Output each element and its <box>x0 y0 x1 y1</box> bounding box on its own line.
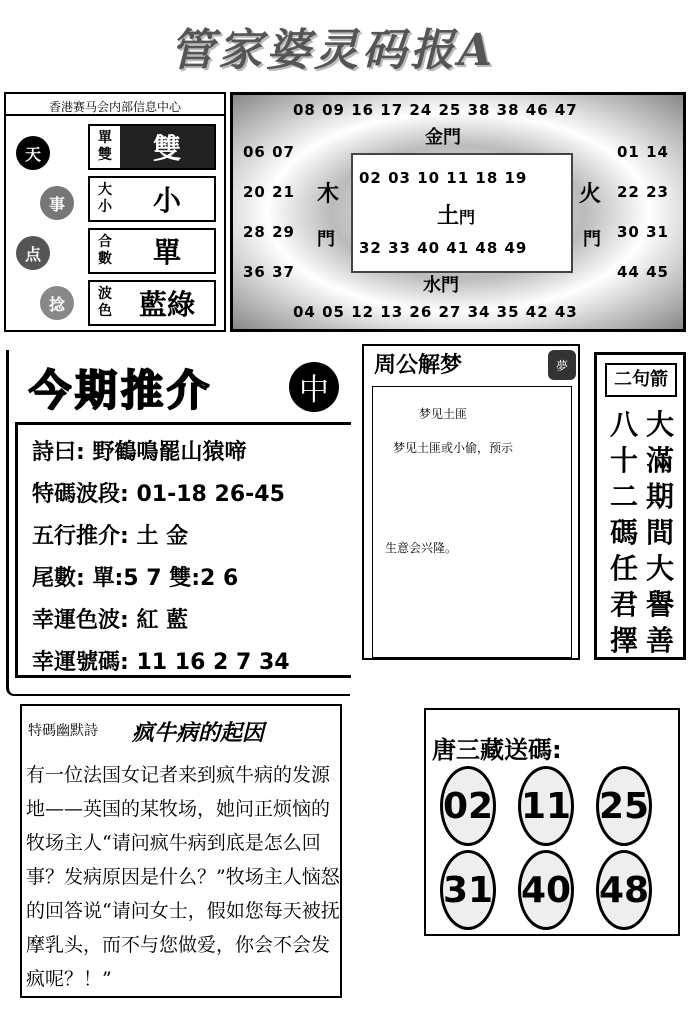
board-left-3: 28 29 <box>243 223 295 241</box>
element-water: 水門 <box>423 275 459 296</box>
dream-text-2: 生意会兴隆。 <box>385 541 458 555</box>
verse-panel <box>594 352 686 660</box>
info-panel <box>4 92 226 332</box>
verse-column-1: 大 滿 期 間 大 譽 善 <box>645 408 674 657</box>
element-earth: 土門 <box>437 204 476 229</box>
page-title: 管家婆灵码报A <box>170 25 497 76</box>
recommend-panel <box>6 350 350 696</box>
info-row-sum: 合 數 單 <box>88 228 216 274</box>
number-board <box>230 92 686 332</box>
dream-subject: 梦见土匪 <box>419 407 468 421</box>
element-fire-gate: 門 <box>583 229 601 250</box>
tang-title: 唐三藏送碼: <box>432 736 562 764</box>
story-body: 有一位法国女记者来到疯牛病的发源地——英国的某牧场，她问正烦恼的牧场主人“请问疯牛病到底是怎么回事？发病原因是什么？”牧场主人恼怒的回答说“请问女士，假如您每天被抚摩乳头，而不与您做爱，你会不会发疯呢？！” <box>26 764 340 990</box>
board-top-numbers: 08 09 16 17 24 25 38 38 46 47 <box>293 101 578 119</box>
info-row-value: 雙 <box>152 132 181 165</box>
story-panel <box>20 704 342 998</box>
board-right-3: 30 31 <box>617 223 669 241</box>
tang-number: 02 <box>440 766 496 846</box>
tang-number: 40 <box>518 850 574 930</box>
tang-number: 31 <box>440 850 496 930</box>
element-fire: 火 <box>579 182 602 207</box>
verse-column-2: 八 十 二 碼 任 君 擇 <box>609 408 638 657</box>
recommend-line: 詩曰: 野鶴鳴罷山猿啼 <box>32 440 247 465</box>
dream-content <box>372 386 572 658</box>
element-gold: 金門 <box>425 127 461 148</box>
info-row-color: 波 色 藍綠 <box>88 280 216 326</box>
board-left-1: 06 07 <box>243 143 295 161</box>
tang-number: 48 <box>596 850 652 930</box>
board-bottom-numbers: 04 05 12 13 26 27 34 35 42 43 <box>293 303 578 321</box>
dream-panel <box>362 344 580 660</box>
ball-3: 点 <box>16 236 50 270</box>
story-label: 特碼幽默詩 <box>28 723 98 739</box>
info-row-size: 大 小 小 <box>88 176 216 222</box>
info-row-oddeven: 單 雙 雙 <box>88 124 216 170</box>
recommend-line: 五行推介: 土 金 <box>32 524 189 549</box>
element-wood-gate: 門 <box>317 229 335 250</box>
tang-panel <box>424 708 680 936</box>
center-bottom-numbers: 32 33 40 41 48 49 <box>359 239 528 257</box>
ball-4: 捻 <box>40 286 74 320</box>
story-title: 疯牛病的起因 <box>132 720 265 746</box>
tang-number: 11 <box>518 766 574 846</box>
recommend-line: 幸運色波: 紅 藍 <box>32 608 189 633</box>
recommend-title: 今期推介 <box>29 366 214 415</box>
dream-icon: 夢 <box>548 350 576 380</box>
center-top-numbers: 02 03 10 11 18 19 <box>359 169 528 187</box>
board-center <box>351 153 573 273</box>
ball-2: 事 <box>40 186 74 220</box>
dream-title: 周公解梦 <box>374 353 463 378</box>
element-wood: 木 <box>317 182 340 207</box>
info-header: 香港赛马会内部信息中心 <box>6 94 224 116</box>
board-left-2: 20 21 <box>243 183 295 201</box>
recommend-line: 尾數: 單:5 7 雙:2 6 <box>32 566 239 591</box>
recommend-line: 特碼波段: 01-18 26-45 <box>32 482 285 507</box>
recommend-list <box>15 422 351 678</box>
dream-text-1: 梦见土匪或小偷，预示 <box>393 441 514 455</box>
info-row-value: 小 <box>152 184 181 217</box>
board-left-4: 36 37 <box>243 263 295 281</box>
tang-number: 25 <box>596 766 652 846</box>
board-right-2: 22 23 <box>617 183 669 201</box>
recommend-line: 幸運號碼: 11 16 2 7 34 <box>32 650 290 675</box>
board-right-4: 44 45 <box>617 263 669 281</box>
info-row-value: 藍綠 <box>138 288 195 321</box>
verse-title: 二句箭 <box>605 363 677 397</box>
info-row-value: 單 <box>152 236 181 269</box>
ball-1: 天 <box>16 136 50 170</box>
emblem-icon: 中 <box>289 362 339 412</box>
board-right-1: 01 14 <box>617 143 669 161</box>
